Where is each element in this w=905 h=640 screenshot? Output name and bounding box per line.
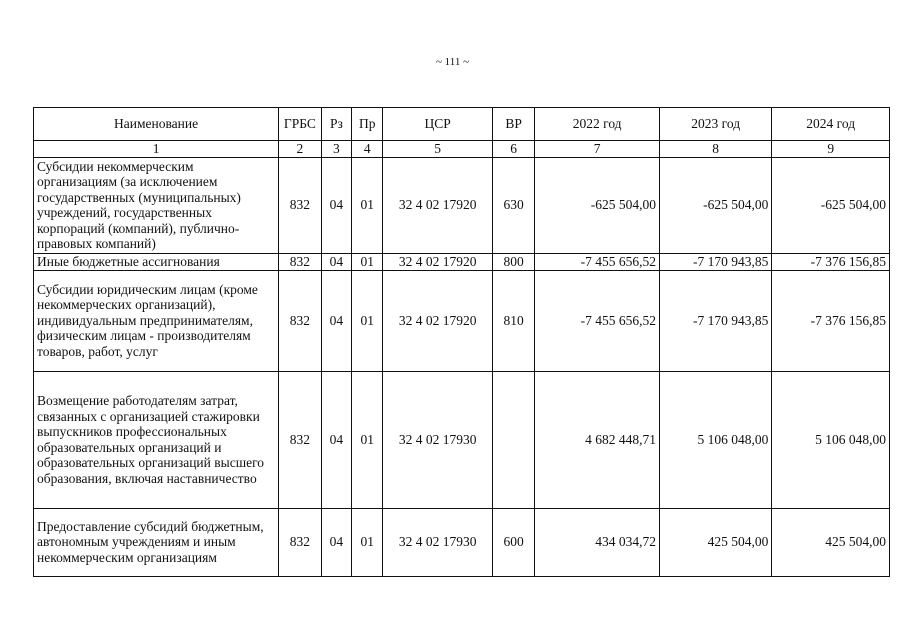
row-grbs: 832 xyxy=(279,270,322,371)
row-2024: -7 376 156,85 xyxy=(772,253,890,270)
row-rz: 04 xyxy=(321,157,351,253)
row-rz: 04 xyxy=(321,253,351,270)
column-index: 7 xyxy=(535,141,660,158)
column-index: 9 xyxy=(772,141,890,158)
column-index: 5 xyxy=(383,141,492,158)
header-vr: ВР xyxy=(492,108,535,141)
table-row xyxy=(34,508,890,576)
row-2022: -7 455 656,52 xyxy=(535,253,660,270)
row-2022: 434 034,72 xyxy=(535,508,660,576)
row-vr: 630 xyxy=(492,157,535,253)
row-grbs: 832 xyxy=(279,371,322,508)
row-csr: 32 4 02 17930 xyxy=(383,508,492,576)
column-index: 3 xyxy=(321,141,351,158)
row-2022: 4 682 448,71 xyxy=(535,371,660,508)
column-index: 8 xyxy=(659,141,771,158)
row-pr: 01 xyxy=(352,508,383,576)
row-2023: -7 170 943,85 xyxy=(659,253,771,270)
column-index: 1 xyxy=(34,141,279,158)
row-2023: -7 170 943,85 xyxy=(659,270,771,371)
header-csr: ЦСР xyxy=(383,108,492,141)
column-index: 6 xyxy=(492,141,535,158)
row-2024: 425 504,00 xyxy=(772,508,890,576)
row-2023: 425 504,00 xyxy=(659,508,771,576)
header-grbs: ГРБС xyxy=(279,108,322,141)
row-2024: -625 504,00 xyxy=(772,157,890,253)
row-vr: 810 xyxy=(492,270,535,371)
header-2024: 2024 год xyxy=(772,108,890,141)
row-2024: -7 376 156,85 xyxy=(772,270,890,371)
row-grbs: 832 xyxy=(279,157,322,253)
page-number: ~ 111 ~ xyxy=(435,56,470,68)
row-csr: 32 4 02 17920 xyxy=(383,157,492,253)
row-csr: 32 4 02 17920 xyxy=(383,270,492,371)
header-2022: 2022 год xyxy=(535,108,660,141)
row-2022: -7 455 656,52 xyxy=(535,270,660,371)
column-index: 2 xyxy=(279,141,322,158)
row-vr: 600 xyxy=(492,508,535,576)
row-name: Предоставление субсидий бюджетным, автономным учреждениям и иным некоммерческим организациям xyxy=(34,508,279,576)
table-row xyxy=(34,157,890,253)
column-index-row xyxy=(34,141,890,158)
table-row xyxy=(34,371,890,508)
row-pr: 01 xyxy=(352,371,383,508)
row-2022: -625 504,00 xyxy=(535,157,660,253)
column-index: 4 xyxy=(352,141,383,158)
row-pr: 01 xyxy=(352,270,383,371)
row-csr: 32 4 02 17920 xyxy=(383,253,492,270)
header-name: Наименование xyxy=(34,108,279,141)
header-2023: 2023 год xyxy=(659,108,771,141)
row-name: Субсидии некоммерческим организациям (за исключением государственных (муниципальных) учреждений, государственных корпораций (компаний), публично-правовых компаний) xyxy=(34,157,279,253)
row-2023: -625 504,00 xyxy=(659,157,771,253)
row-pr: 01 xyxy=(352,157,383,253)
row-vr xyxy=(492,371,535,508)
header-row xyxy=(34,108,890,141)
row-2023: 5 106 048,00 xyxy=(659,371,771,508)
table-row xyxy=(34,270,890,371)
row-2024: 5 106 048,00 xyxy=(772,371,890,508)
row-csr: 32 4 02 17930 xyxy=(383,371,492,508)
header-pr: Пр xyxy=(352,108,383,141)
row-vr: 800 xyxy=(492,253,535,270)
table-row xyxy=(34,253,890,270)
budget-table xyxy=(33,107,890,577)
row-rz: 04 xyxy=(321,371,351,508)
header-rz: Рз xyxy=(321,108,351,141)
row-name: Иные бюджетные ассигнования xyxy=(34,253,279,270)
row-rz: 04 xyxy=(321,508,351,576)
row-rz: 04 xyxy=(321,270,351,371)
row-grbs: 832 xyxy=(279,508,322,576)
row-name: Возмещение работодателям затрат, связанных с организацией стажировки выпускников профессиональных образовательных организаций и образовательных организаций высшего образования, включая наставничество xyxy=(34,371,279,508)
row-name: Субсидии юридическим лицам (кроме некоммерческих организаций), индивидуальным предпринимателям, физическим лицам - производителям товаров, работ, услуг xyxy=(34,270,279,371)
row-grbs: 832 xyxy=(279,253,322,270)
row-pr: 01 xyxy=(352,253,383,270)
